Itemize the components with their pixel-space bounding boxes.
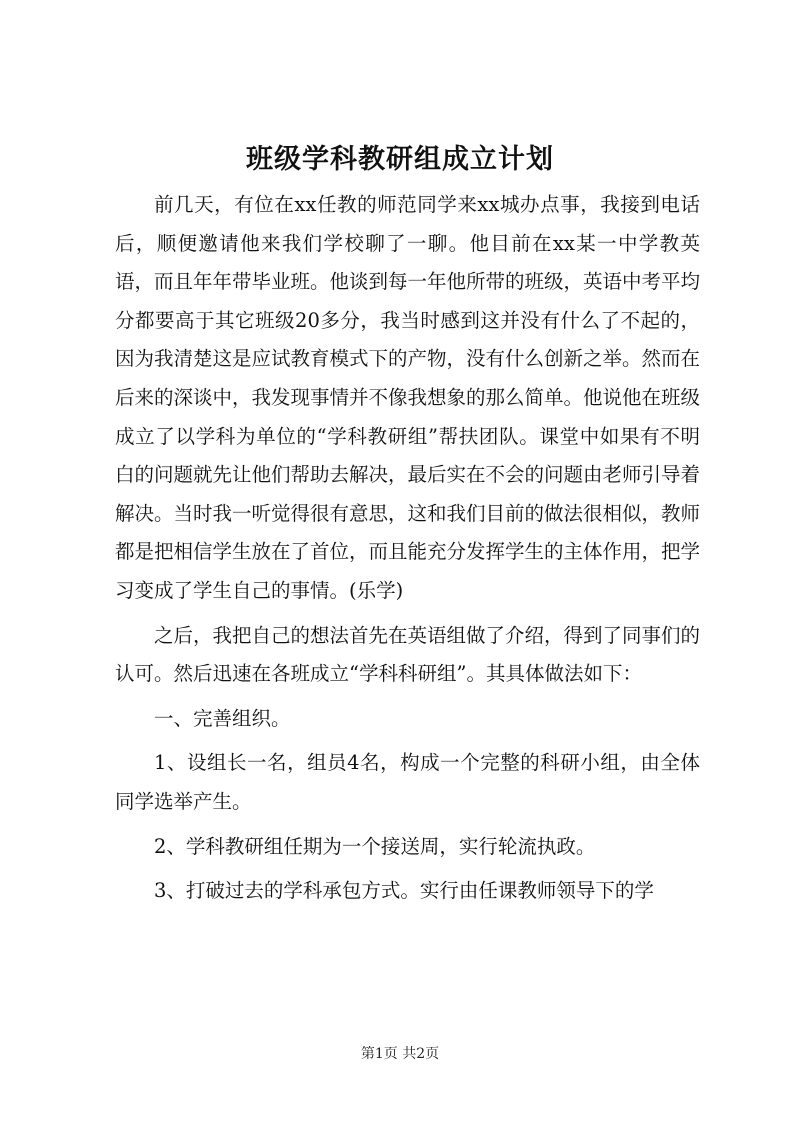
list-item-3: 3、打破过去的学科承包方式。实行由任课教师领导下的学: [154, 879, 654, 903]
list-item-2: 2、学科教研组任期为一个接送周，实行轮流执政。: [154, 834, 596, 858]
page-number-footer: 第1页 共2页: [360, 1046, 440, 1062]
paragraph-followup: 之后，我把自己的想法首先在英语组做了介绍，得到了同事们的认可。然后迅速在各班成立“学科科研组”。其具体做法如下：: [115, 623, 701, 686]
document-body: [115, 186, 700, 911]
document-title: 班级学科教研组成立计划: [246, 144, 554, 175]
paragraph-intro: 前几天，有位在xx任教的师范同学来xx城办点事，我接到电话后，顺便邀请他来我们学校聊了一聊。他目前在xx某一中学教英语，而且年年带毕业班。他谈到每一年他所带的班级，英语中考平均分都要高于其它班级20多分，我当时感到这并没有什么了不起的，因为我清楚这是应试教育模式下的产物，没有什么创新之举。然而在后来的深谈中，我发现事情并不像我想象的那么简单。他说他在班级成立了以学科为单位的“学科教研组”帮扶团队。课堂中如果有不明白的问题就先让他们帮助去解决，最后实在不会的问题由老师引导着解决。当时我一听觉得很有意思，这和我们目前的做法很相似，教师都是把相信学生放在了首位，而且能充分发挥学生的主体作用，把学习变成了学生自己的事情。(乐学): [115, 193, 701, 602]
list-item-1: 1、设组长一名，组员4名，构成一个完整的科研小组，由全体同学选举产生。: [115, 751, 700, 813]
section-heading-organization: 一、完善组织。: [154, 706, 291, 730]
